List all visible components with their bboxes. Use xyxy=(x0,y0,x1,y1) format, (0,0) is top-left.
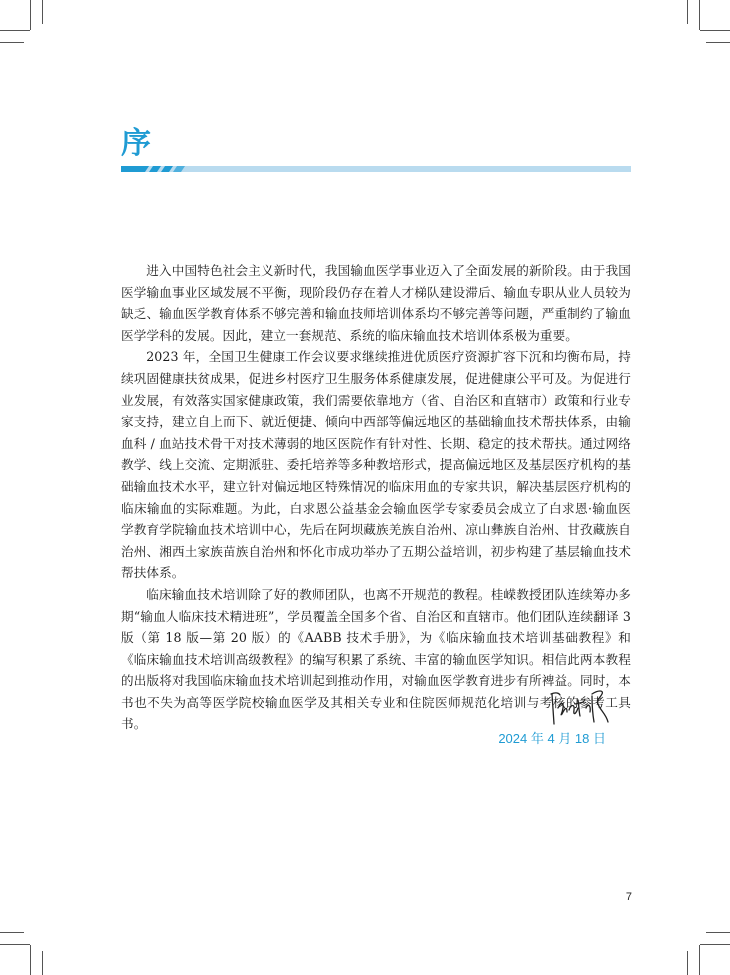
title-underline-rule xyxy=(121,166,631,172)
crop-mark-top-right-v xyxy=(699,0,700,30)
page-number: 7 xyxy=(625,891,632,903)
preface-date: 2024 年 4 月 18 日 xyxy=(498,731,606,746)
crop-mark-top-left-v xyxy=(30,0,31,30)
preface-body xyxy=(121,260,631,735)
crop-mark-bottom-right-h xyxy=(700,944,730,945)
crop-mark-top-right-h2 xyxy=(706,42,730,43)
crop-mark-top-right-h xyxy=(700,30,730,31)
crop-mark-top-left-h xyxy=(0,30,30,31)
paragraph-1: 进入中国特色社会主义新时代，我国输血医学事业迈入了全面发展的新阶段。由于我国医学输血事业区域发展不平衡，现阶段仍存在着人才梯队建设滞后、输血专职从业人员较为缺乏、输血医学教育体系不够完善和输血技师培训体系均不够完善等问题，严重制约了输血医学学科的发展。因此，建立一套规范、系统的临床输血技术培训体系极为重要。 xyxy=(121,263,631,343)
paragraph-3: 临床输血技术培训除了好的教师团队，也离不开规范的教程。桂嵘教授团队连续筹办多期“输血人临床技术精进班”，学员覆盖全国多个省、自治区和直辖市。他们团队连续翻译 3 版（第 18 版—第 20 版）的《AABB 技术手册》，为《临床输血技术培训基础教程》和《临床输血技术培训高级教程》的编写积累了系统、丰富的输血医学知识。相信此两本教程的出版将对我国临床输血技术培训起到推动作用，对输血医学教育进步有所裨益。同时，本书也不失为高等医学院校输血医学及其相关专业和住院医师规范化培训与考核的参考工具书。 xyxy=(121,586,631,732)
paragraph-2: 2023 年，全国卫生健康工作会议要求继续推进优质医疗资源扩容下沉和均衡布局，持续巩固健康扶贫成果，促进乡村医疗卫生服务体系健康发展，促进健康公平可及。为促进行业发展，有效落实国家健康政策，我们需要依靠地方（省、自治区和直辖市）政策和行业专家支持，建立自上而下、就近便捷、倾向中西部等偏远地区的基础输血技术帮扶体系，由输血科 / 血站技术骨干对技术薄弱的地区医院作有针对性、长期、稳定的技术帮扶。通过网络教学、线上交流、定期派驻、委托培养等多种教培形式，提高偏远地区及基层医疗机构的基础输血技术水平，建立针对偏远地区特殊情况的临床用血的专家共识，解决基层医疗机构的临床输血的实际难题。为此，白求恩公益基金会输血医学专家委员会成立了白求恩·输血医学教育学院输血技术培训中心，先后在阿坝藏族羌族自治州、凉山彝族自治州、甘孜藏族自治州、湘西土家族苗族自治州和怀化市成功举办了五期公益培训，初步构建了基层输血技术帮扶体系。 xyxy=(121,349,631,581)
crop-mark-bottom-left-h xyxy=(0,944,30,945)
crop-mark-top-left-h2 xyxy=(0,42,24,43)
crop-mark-bottom-left-v xyxy=(30,945,31,975)
handwritten-signature xyxy=(548,686,610,728)
crop-mark-bottom-right-v xyxy=(699,945,700,975)
page-title: 序 xyxy=(121,126,151,161)
crop-mark-top-right-v2 xyxy=(687,0,688,24)
crop-mark-bottom-left-h2 xyxy=(0,932,24,933)
crop-mark-bottom-right-h2 xyxy=(706,932,730,933)
crop-mark-bottom-right-v2 xyxy=(687,951,688,975)
crop-mark-bottom-left-v2 xyxy=(42,951,43,975)
crop-mark-top-left-v2 xyxy=(42,0,43,24)
